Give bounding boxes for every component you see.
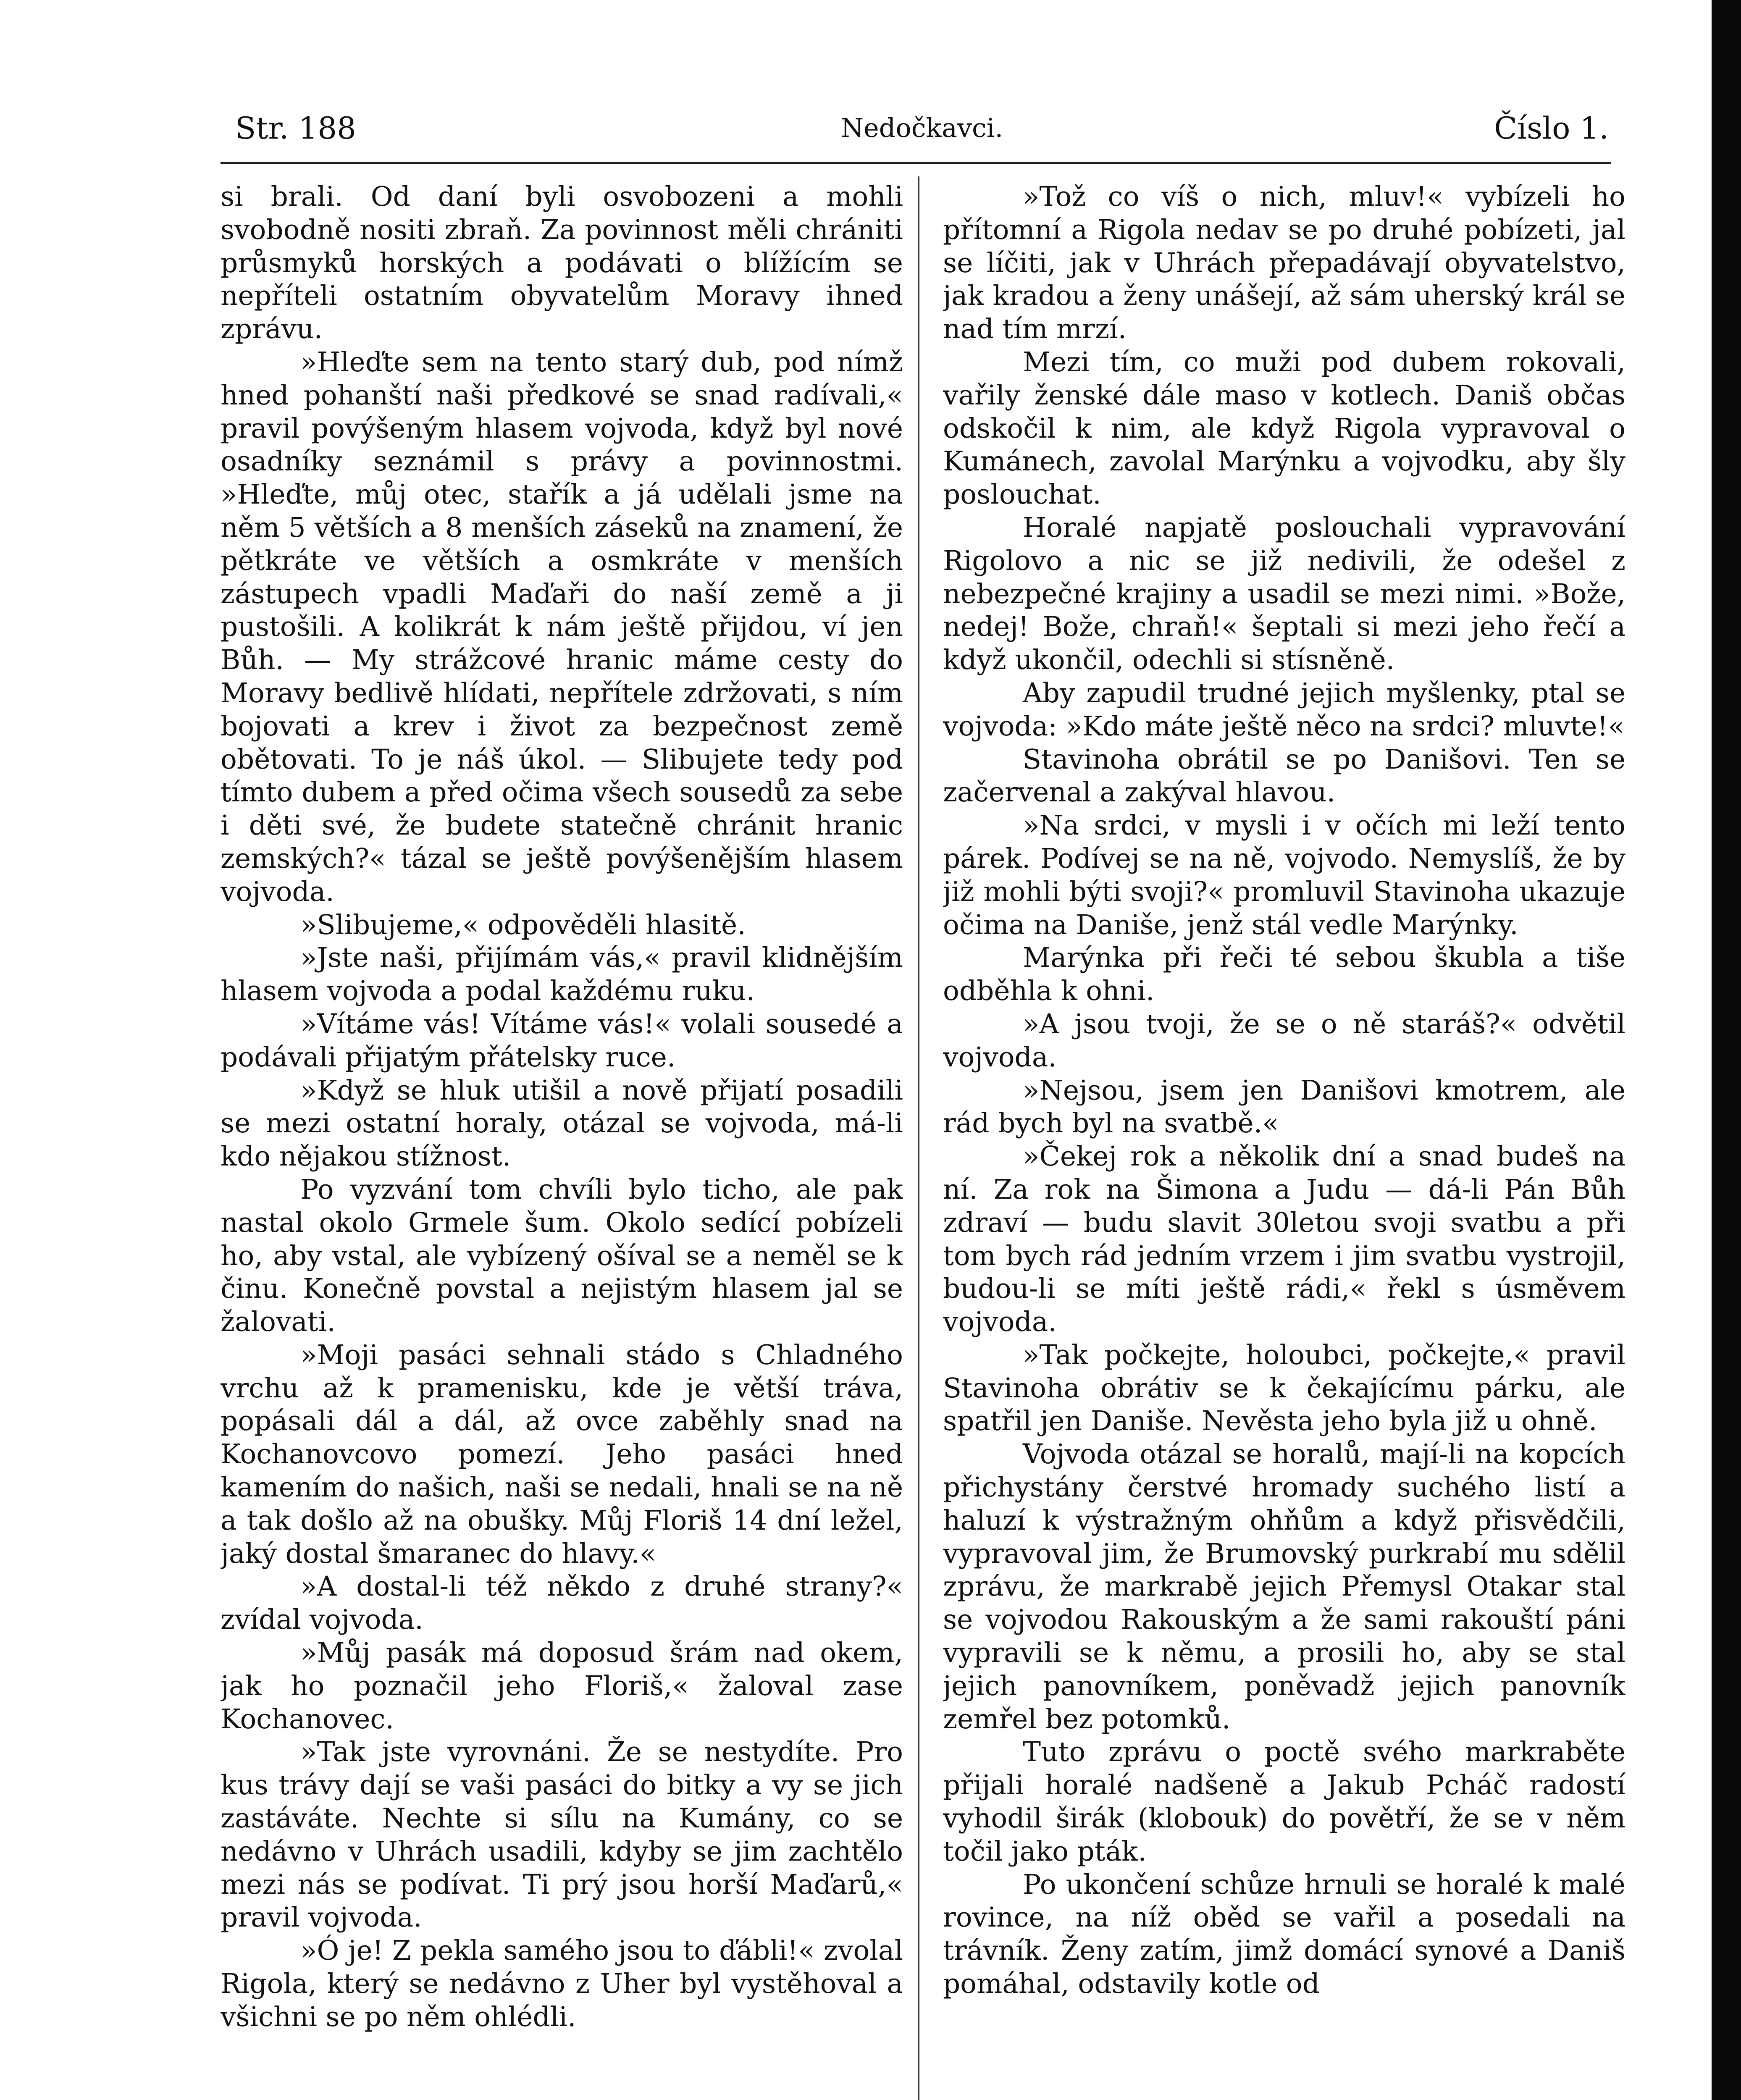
paragraph: »Vítáme vás! Vítáme vás!« volali sousedé a podávali přijatým přátelsky ruce. [221,1008,903,1073]
paragraph: si brali. Od daní byli osvobozeni a mohli svobodně nositi zbraň. Za povinnost měli chrániti průsmyků horských a podávati o blížícím se nepříteli ostatním obyvatelům Moravy ihned zprávu. [221,181,903,345]
running-header [235,105,1609,151]
paragraph: Tuto zprávu o poctě svého markraběte přijali horalé nadšeně a Jakub Pcháč radostí vyhodil širák (klobouk) do povětří, že se v něm točil jako pták. [943,1736,1625,1867]
paragraph: »Moji pasáci sehnali stádo s Chladného vrchu až k pramenisku, kde je větší tráva, popásali dál a dál, až ovce zaběhly snad na Kochanovcovo pomezí. Jeho pasáci hned kamením do našich, naši se nedali, hnali se na ně a tak došlo až na obušky. Můj Floriš 14 dní ležel, jaký dostal šmaranec do hlavy.« [221,1339,903,1570]
paragraph: »A dostal-li též někdo z druhé strany?« zvídal vojvoda. [221,1571,903,1636]
paragraph: Aby zapudil trudné jejich myšlenky, ptal se vojvoda: »Kdo máte ještě něco na srdci? mluvte!« [943,677,1625,742]
column-divider [918,176,919,2100]
paragraph: »Hleďte sem na tento starý dub, pod nímž hned pohanští naši předkové se snad radívali,« pravil povýšeným hlasem vojvoda, když byl nové osadníky seznámil s právy a povinnostmi. »Hleďte, můj otec, stařík a já udělali jsme na něm 5 větších a 8 menších záseků na znamení, že pětkráte ve větších a osmkráte v menších zástupech vpadli Maďaři do naší země a ji pustošili. A kolikrát k nám ještě přijdou, ví jen Bůh. — My strážcové hranic máme cesty do Moravy bedlivě hlídati, nepřítele zdržovati, s ním bojovati a krev i život za bezpečnost země obětovati. To je náš úkol. — Slibujete tedy pod tímto dubem a před očima všech sousedů za sebe i děti své, že budete statečně chránit hranic zemských?« tázal se ještě povýšenějším hlasem vojvoda. [221,346,903,908]
paragraph: »Tak počkejte, holoubci, počkejte,« pravil Stavinoha obrátiv se k čekajícímu párku, ale spatřil jen Daniše. Nevěsta jeho byla již u ohně. [943,1339,1625,1437]
header-title: Nedočkavci. [840,113,1003,143]
paragraph: Po vyzvání tom chvíli bylo ticho, ale pak nastal okolo Grmele šum. Okolo sedící pobízeli ho, aby vstal, ale vybízený ošíval se a neměl se k činu. Konečně povstal a nejistým hlasem jal se žalovati. [221,1173,903,1338]
paragraph: »Slibujeme,« odpověděli hlasitě. [300,909,746,941]
paragraph: »Tož co víš o nich, mluv!« vybízeli ho přítomní a Rigola nedav se po druhé pobízeti, jal se líčiti, jak v Uhrách přepadávají obyvatelstvo, jak kradou a ženy unášejí, až sám uherský král se nad tím mrzí. [943,181,1625,345]
header-page-number: Str. 188 [235,110,356,146]
paragraph: Mezi tím, co muži pod dubem rokovali, vařily ženské dále maso v kotlech. Daniš občas odskočil k nim, ale když Rigola vypravoval o Kumánech, zavolal Marýnku a vojvodku, aby šly poslouchat. [943,346,1625,511]
scan-border [1712,0,1741,2100]
paragraph: »Tak jste vyrovnáni. Že se nestydíte. Pro kus trávy dají se vaši pasáci do bitky a vy se jich zastáváte. Nechte si sílu na Kumány, co se nedávno v Uhrách usadili, kdyby se jim zachtělo mezi nás se podívat. Ti prý jsou horší Maďarů,« pravil vojvoda. [221,1736,903,1934]
paragraph: Horalé napjatě poslouchali vypravování Rigolovo a nic se již nedivili, že odešel z nebezpečné krajiny a usadil se mezi nimi. »Bože, nedej! Bože, chraň!« šeptali si mezi jeho řečí a když ukončil, odechli si stísněně. [943,512,1625,676]
paragraph: »Když se hluk utišil a nově přijatí posadili se mezi ostatní horaly, otázal se vojvoda, má-li kdo nějakou stížnost. [221,1074,903,1173]
paragraph: »A jsou tvoji, že se o ně staráš?« odvětil vojvoda. [943,1008,1625,1073]
paragraph: »Ó je! Z pekla samého jsou to ďábli!« zvolal Rigola, který se nedávno z Uher byl vystěhoval a všichni se po něm ohlédli. [221,1935,903,2033]
header-issue-number: Číslo 1. [1494,110,1609,146]
paragraph: »Čekej rok a několik dní a snad budeš na ní. Za rok na Šimona a Judu — dá-li Pán Bůh zdraví — budu slavit 30letou svoji svatbu a při tom bych rád jedním vrzem i jim svatbu vystrojil, budou-li se míti ještě rádi,« řekl s úsměvem vojvoda. [943,1141,1625,1338]
right-column [943,181,1625,2100]
paragraph: »Na srdci, v mysli i v očích mi leží tento párek. Podívej se na ně, vojvodo. Nemyslíš, že by již mohli býti svoji?« promluvil Stavinoha ukazuje očima na Daniše, jenž stál vedle Marýnky. [943,810,1625,941]
header-rule [221,162,1611,164]
left-column [221,181,903,2100]
paragraph: »Jste naši, přijímám vás,« pravil klidnějším hlasem vojvoda a podal každému ruku. [221,942,903,1007]
paragraph: Po ukončení schůze hrnuli se horalé k malé rovince, na níž oběd se vařil a posedali na trávník. Ženy zatím, jimž domácí synové a Daniš pomáhal, odstavily kotle od [943,1869,1625,2000]
paragraph: Marýnka při řeči té sebou škubla a tiše odběhla k ohni. [943,942,1625,1007]
paragraph: Stavinoha obrátil se po Danišovi. Ten se začervenal a zakýval hlavou. [943,743,1625,808]
paragraph: »Nejsou, jsem jen Danišovi kmotrem, ale rád bych byl na svatbě.« [943,1074,1625,1139]
paragraph: Vojvoda otázal se horalů, mají-li na kopcích přichystány čerstvé hromady suchého listí a haluzí k výstražným ohňům a když přisvědčili, vypravoval jim, že Brumovský purkrabí mu sdělil zprávu, že markrabě jejich Přemysl Otakar stal se vojvodou Rakouským a že sami rakouští páni vypravili se k němu, a prosili ho, aby se stal jejich panovníkem, poněvadž jejich panovník zemřel bez potomků. [943,1438,1625,1735]
paragraph: »Můj pasák má doposud šrám nad okem, jak ho poznačil jeho Floriš,« žaloval zase Kochanovec. [221,1637,903,1735]
